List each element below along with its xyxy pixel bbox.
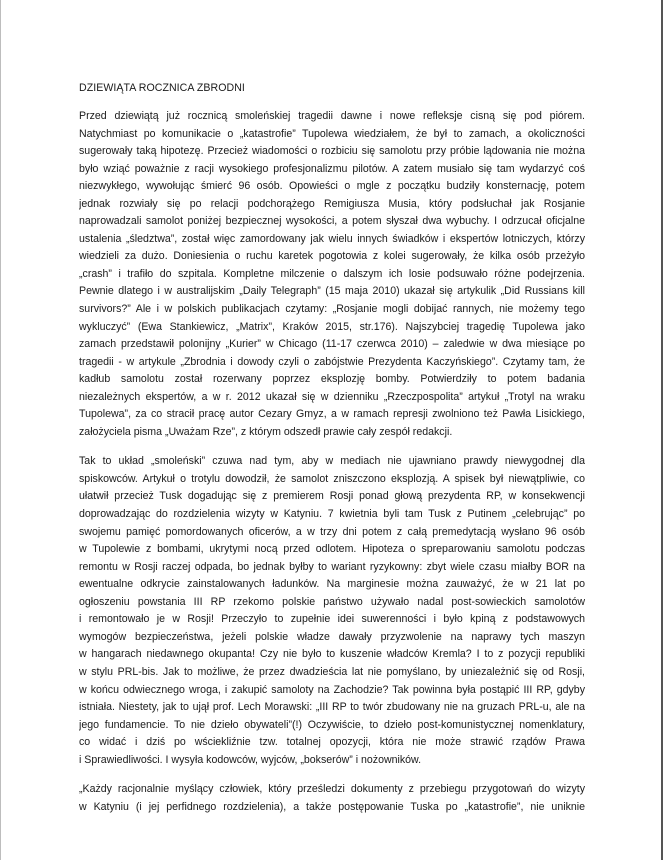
document-body xyxy=(79,81,585,828)
paragraph-line: i Sprawiedliwości. I wysyła kodowców, wyjców, „bokserów” i nożowników. xyxy=(79,753,422,766)
paragraph xyxy=(79,781,585,816)
paragraph-line: ogłoszeniu powstania III RP rzekomo polskie państwo używało nadal post-sowieckich samolotów xyxy=(79,595,585,608)
paragraph-line: w Katyniu (i jej perfidnego rozdzielenia), a także postępowanie Tuska po „katastrofie”, nie uniknie xyxy=(79,800,585,813)
paragraph-line: w hangarach niedawnego okupanta! Czy nie było to kuszenie władców Kremla? I to z pozycji republiki xyxy=(79,648,585,661)
paragraph-line: założyciela pisma „Uważam Rze”, z którym odszedł prawie cały zespół redakcji. xyxy=(79,425,453,438)
paragraph-line: niezależnych ekspertów, a w r. 2012 ukazał się w dzienniku „Rzeczpospolita” artykuł „Trotyl na wraku xyxy=(79,390,585,403)
paragraph-line: naprowadzali samolot poniżej bezpiecznej wysokości, a potem słyszał dwa wybuchy. I odrzucał oficjalne xyxy=(79,215,585,228)
paragraph-line: „crash” i trafiło do szpitala. Kompletne milczenie o dalszym ich losie podsuwało różne podejrzenia. xyxy=(79,267,585,280)
paragraph-line: swojemu pamięć pomordowanych oficerów, a w trzy dni potem z całą premedytacją wysłano 96 osób xyxy=(79,525,585,538)
paragraph-line: Tak to układ „smoleński” czuwa nad tym, aby w mediach nie ujawniano prawdy niewygodnej dla xyxy=(79,455,585,468)
paragraph-line: kadłub samolotu został rozerwany poprzez eksplozję bomby. Potwierdziły to potem badania xyxy=(79,373,585,386)
paragraph-line: zamach przedstawił polonijny „Kurier” w Chicago (11-17 czerwca 2010) – zaledwie w dwa miesiące po xyxy=(79,338,585,351)
paragraph-line: niezwykłego, wywołując śmierć 96 osób. Opowieści o mgle z początku budziły konsternację, potem xyxy=(79,180,585,193)
paragraph-line: wymogów bezpieczeństwa, jeżeli polskie władze dawały przyzwolenie na naprawy tych maszyn xyxy=(79,630,585,643)
paragraph-line: jego fundamencie. To nie dzieło obywateli”(!) Oczywiście, to dzieło post-komunistycznej nomenklatury, xyxy=(79,718,585,731)
paragraph-line: Natychmiast po komunikacie o „katastrofie” Tupolewa wiedziałem, że był to zamach, a okoliczności xyxy=(79,127,585,140)
paragraph-line: survivors?” Ale i w polskich publikacjach czytamy: „Rosjanie mogli dobijać rannych, nie możemy tego xyxy=(79,303,585,316)
page-left-edge xyxy=(0,0,1,860)
paragraph-line: ewentualne odkrycie zainstalowanych ładunków. Na marginesie można zauważyć, że w 21 lat po xyxy=(79,578,585,591)
paragraph-line: spiskowców. Artykuł o trotylu dowodził, że samolot zniszczono eksplozją. A spisek był niewątpliwie, co xyxy=(79,472,585,485)
paragraph-line: Przed dziewiątą już rocznicą smoleńskiej tragedii dawne i nowe refleksje cisną się pod piórem. xyxy=(79,110,585,122)
paragraph-line: wiedzieli za dużo. Doniesienia o ruchu karetek pogotowia z kolei sugerowały, że kilka osób przeżyło xyxy=(79,250,585,263)
paragraph-line: jednak rozwiały się po relacji podchorążego Remigiusza Musia, który podsłuchał jak Rosjanie xyxy=(79,197,585,210)
paragraph-line: remontu w Rosji raczej odpada, bo jednak byłby to wariant ryzykowny: zbyt wiele czasu miałby BOR na xyxy=(79,560,585,573)
paragraph-line: Pewnie dlatego i w australijskim „Daily Telegraph” (15 maja 2010) ukazał się artykulik „Did Russians kill xyxy=(79,285,585,298)
paragraph-line: wykluczyć” (Ewa Stankiewicz, „Matrix”, Kraków 2015, str.176). Najszybciej tragedię Tupolewa jako xyxy=(79,320,585,333)
paragraph-line: w stylu PRL-bis. Jak to możliwe, że przez dwadzieścia lat nie pomyślano, by uniezależnić się od Rosji, xyxy=(79,665,585,678)
paragraph-line: „Każdy racjonalnie myślący człowiek, który prześledzi dokumenty z przebiegu przygotowań do wizyty xyxy=(79,783,585,796)
paragraph-line: istniała. Niestety, jak to ujął prof. Lech Morawski: „III RP to twór zbudowany nie na gruzach PRL-u, ale na xyxy=(79,701,585,714)
paragraph-line: doprowadzając do rozdzielenia wizyty w Katyniu. 7 kwietnia byli tam Tusk z Putinem „celebrując” po xyxy=(79,508,585,521)
paragraph-line: w Tupolewie z bombami, ukrytymi nocą przed odlotem. Hipoteza o spreparowaniu samolotu podczas xyxy=(79,543,585,556)
paragraph-line: co widać i dziś po wściekliźnie tzw. totalnej opozycji, która nie może strawić rządów Prawa xyxy=(79,736,585,749)
paragraph xyxy=(79,453,585,769)
paragraph-line: Tupolewa”, za co stracił pracę autor Cezary Gmyz, a w ramach represji zwolniono też Pawła Lisickiego, xyxy=(79,408,585,421)
paragraph-line: sugerowały taką hipotezę. Przecież wiadomości o rozbiciu się samolotu przy próbie lądowania nie można xyxy=(79,145,585,158)
paragraph-line: i remontowało je w Rosji! Przeczyło to zupełnie idei suwerenności i było kpiną z podstawowych xyxy=(79,613,585,626)
paragraph-line: ustalenia „śledztwa”, został więc zamordowany jak wielu innych świadków i ekspertów lotniczych, którzy xyxy=(79,232,585,245)
paragraph-line: ułatwił przecież Tusk dogadując się z premierem Rosji ponad głową prezydenta RP, w konsekwencji xyxy=(79,490,585,503)
paragraph xyxy=(79,108,585,441)
paragraph-container xyxy=(79,108,585,816)
document-title: DZIEWIĄTA ROCZNICA ZBRODNI xyxy=(79,82,245,94)
paragraph-line: było wziąć poważnie z racji wysokiego profesjonalizmu pilotów. A zatem musiało się tam wydarzyć coś xyxy=(79,162,585,175)
paragraph-line: tragedii - w artykule „Zbrodnia i dowody czyli o zabójstwie Prezydenta Kaczyńskiego”. Czytamy tam, że xyxy=(79,355,585,368)
paragraph-line: w końcu odwiecznego wroga, i zakupić samoloty na Zachodzie? Tak powinna była postąpić III RP, gdyby xyxy=(79,683,585,696)
